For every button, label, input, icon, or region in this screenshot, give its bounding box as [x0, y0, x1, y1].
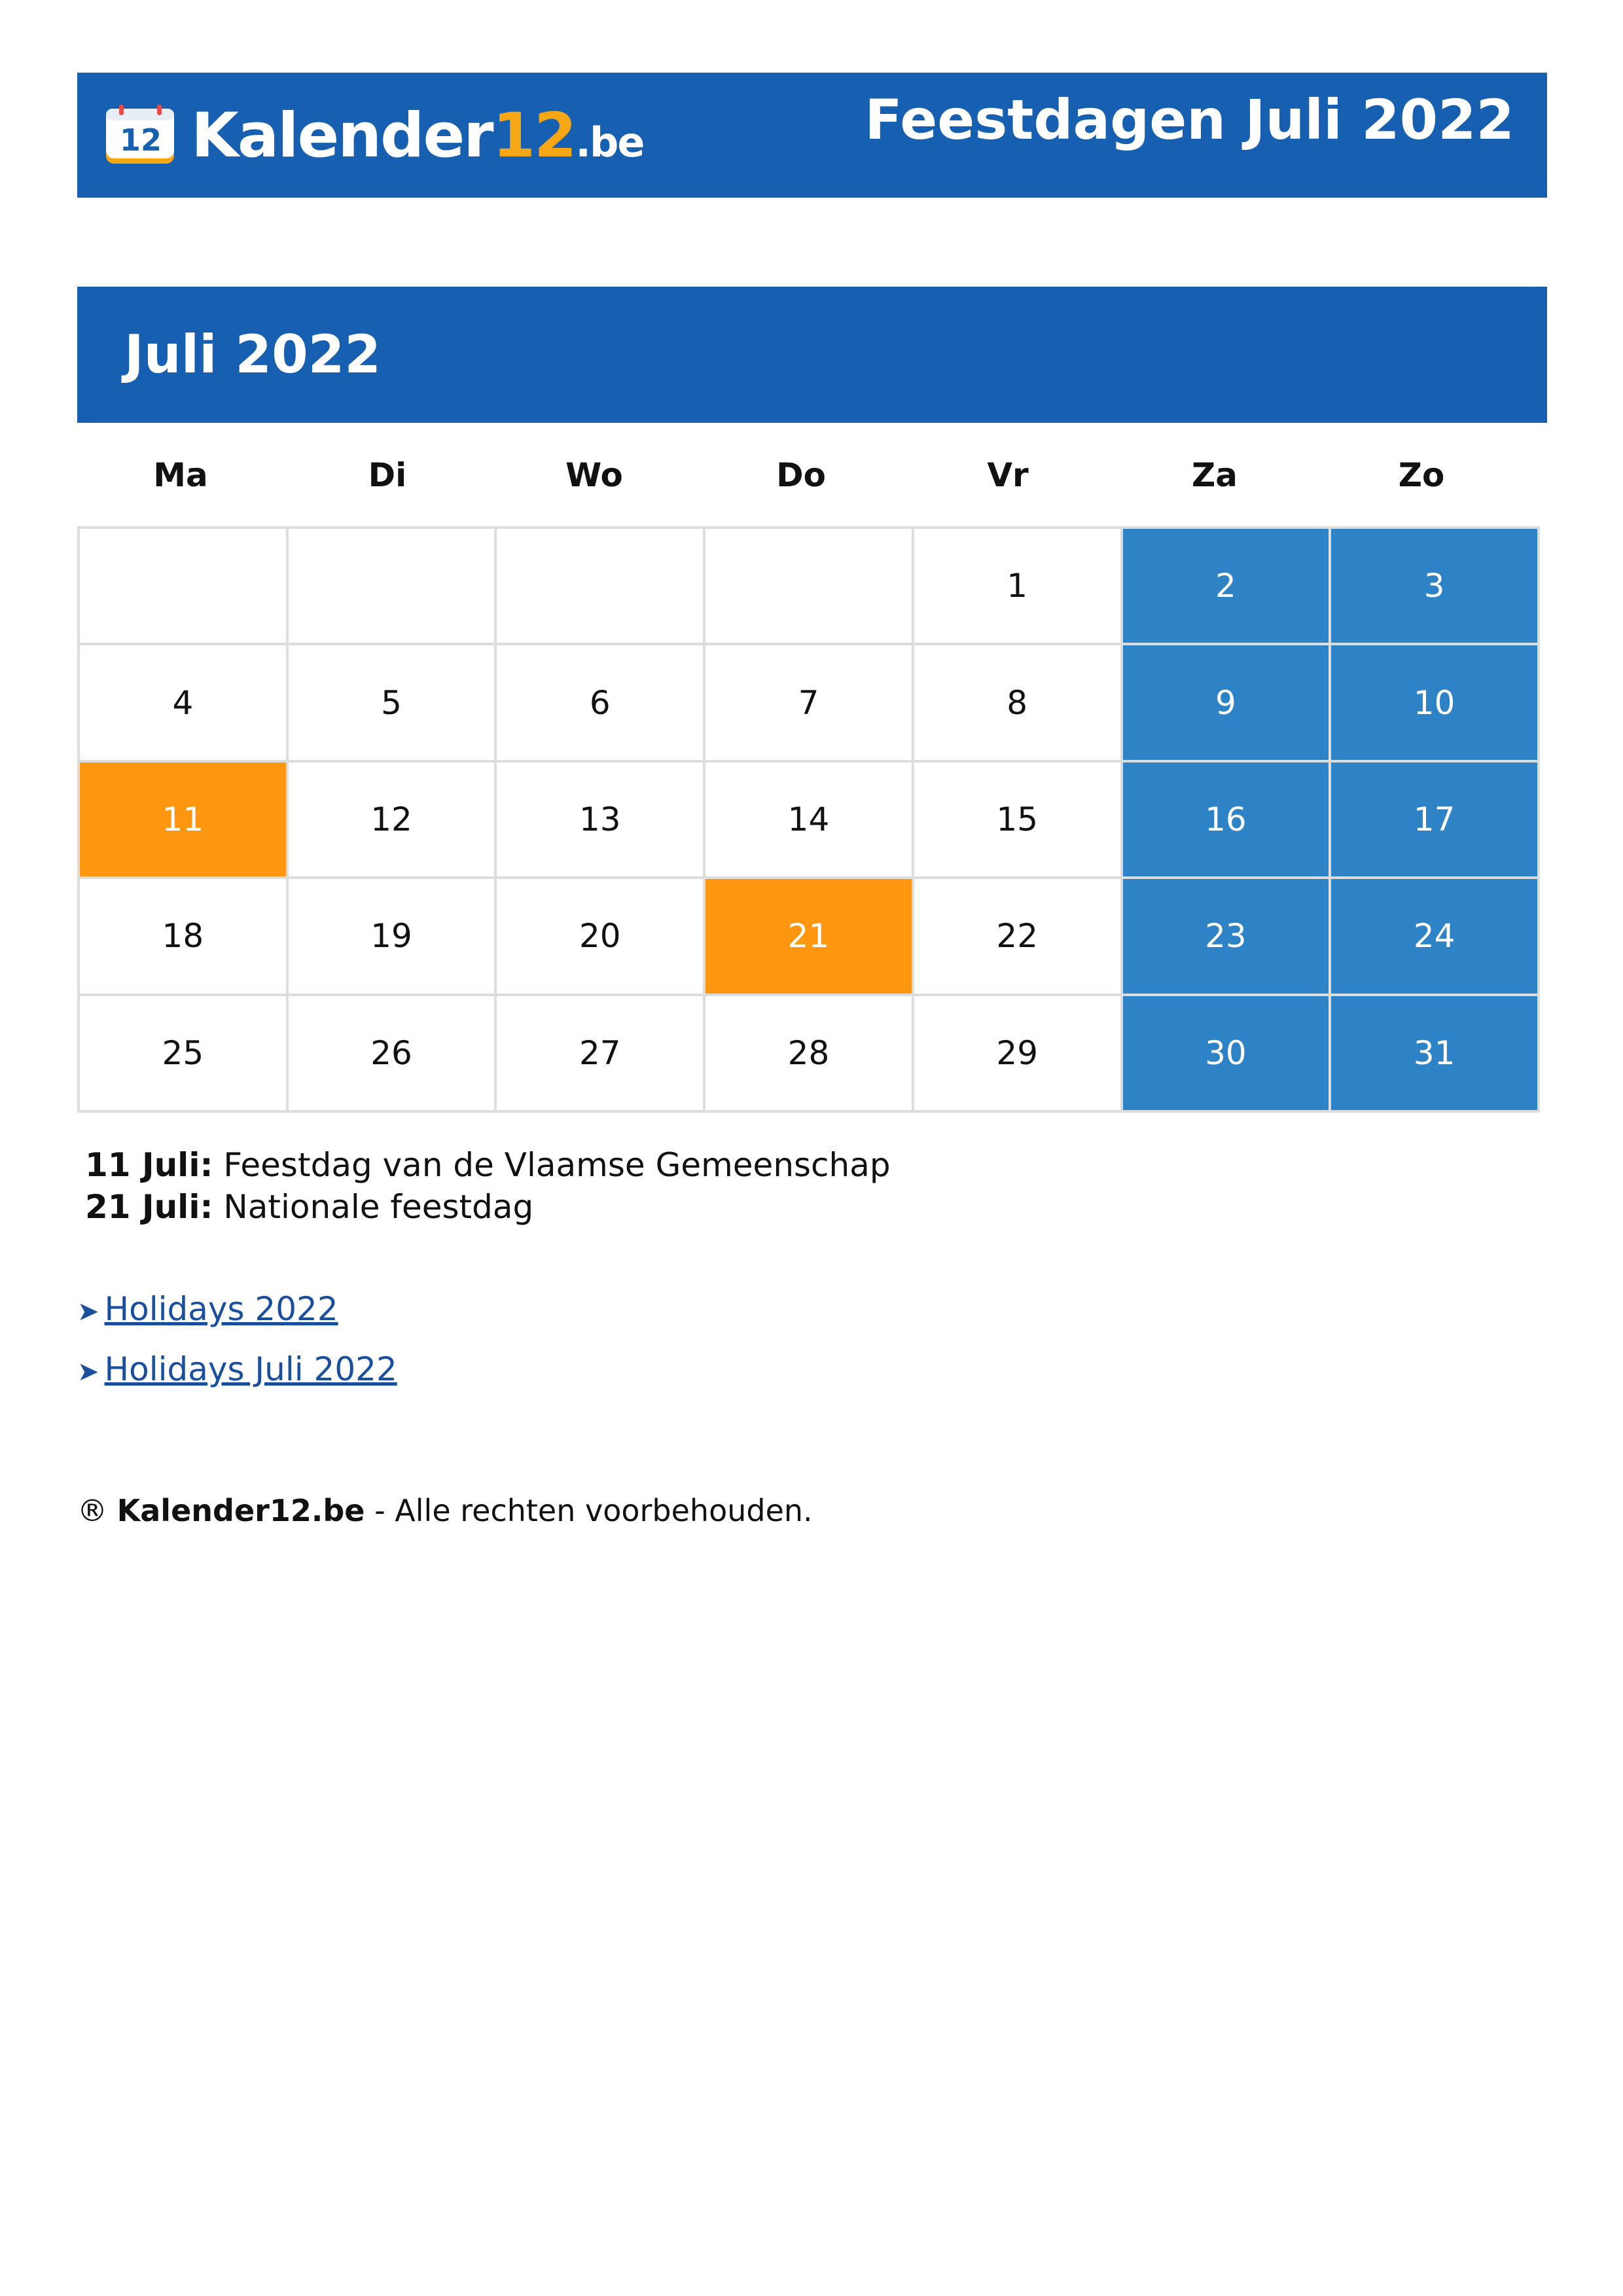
day-cell [80, 529, 289, 645]
brand-logo-text[interactable] [191, 97, 643, 182]
day-cell: 22 [914, 879, 1123, 996]
weekday-label: Vr [987, 456, 1029, 494]
weekday-label: Do [776, 456, 826, 494]
day-cell: 19 [289, 879, 497, 996]
weekday-label: Wo [565, 456, 623, 494]
weekday-label: Ma [153, 456, 208, 494]
holiday-note-date: 21 Juli: [85, 1188, 213, 1226]
day-cell-holiday: 21 [705, 879, 914, 996]
holiday-note-date: 11 Juli: [85, 1146, 213, 1184]
holiday-note-text: Feestdag van de Vlaamse Gemeenschap [223, 1146, 891, 1184]
month-title: Juli 2022 [124, 324, 382, 385]
page-title: Feestdagen Juli 2022 [865, 88, 1514, 152]
day-cell: 18 [80, 879, 289, 996]
brand-tld: .be [575, 118, 644, 166]
link-holidays-2022[interactable]: Holidays 2022 [104, 1290, 338, 1328]
day-cell: 4 [80, 645, 289, 762]
day-cell: 25 [80, 996, 289, 1113]
footer-text: - Alle rechten voorbehouden. [374, 1493, 813, 1528]
day-cell: 26 [289, 996, 497, 1113]
day-cell: 7 [705, 645, 914, 762]
arrow-right-icon: ➤ [77, 1356, 99, 1387]
related-links [77, 1284, 397, 1405]
day-cell: 14 [705, 762, 914, 879]
day-cell: 6 [497, 645, 705, 762]
registered-icon: ® [77, 1493, 107, 1528]
calendar-logo-icon[interactable] [105, 105, 177, 165]
day-cell-weekend: 17 [1331, 762, 1540, 879]
day-cell: 29 [914, 996, 1123, 1113]
day-cell: 28 [705, 996, 914, 1113]
weekday-header-row [77, 449, 1525, 501]
day-cell-holiday: 11 [80, 762, 289, 879]
day-cell-weekend: 24 [1331, 879, 1540, 996]
day-cell [289, 529, 497, 645]
day-cell: 13 [497, 762, 705, 879]
day-cell-weekend: 31 [1331, 996, 1540, 1113]
day-cell: 27 [497, 996, 705, 1113]
holiday-note [85, 1144, 891, 1186]
day-cell: 1 [914, 529, 1123, 645]
logo-number: 12 [119, 122, 162, 158]
day-cell [497, 529, 705, 645]
footer [77, 1490, 813, 1532]
brand-number: 12 [492, 100, 576, 171]
day-cell: 20 [497, 879, 705, 996]
day-cell-weekend: 9 [1123, 645, 1332, 762]
weekday-label: Za [1192, 456, 1238, 494]
calendar-grid [77, 526, 1540, 1113]
day-cell: 5 [289, 645, 497, 762]
weekday-label: Di [368, 456, 407, 494]
day-cell: 8 [914, 645, 1123, 762]
link-row [77, 1344, 397, 1405]
link-holidays-juli-2022[interactable]: Holidays Juli 2022 [104, 1350, 397, 1388]
day-cell-weekend: 23 [1123, 879, 1332, 996]
day-cell-weekend: 30 [1123, 996, 1332, 1113]
weekday-label: Zo [1398, 456, 1445, 494]
day-cell-weekend: 2 [1123, 529, 1332, 645]
footer-brand: Kalender12.be [116, 1493, 365, 1528]
day-cell: 15 [914, 762, 1123, 879]
day-cell-weekend: 16 [1123, 762, 1332, 879]
holiday-note-text: Nationale feestdag [223, 1188, 534, 1226]
holiday-notes [85, 1144, 891, 1228]
link-row [77, 1284, 397, 1344]
holiday-note [85, 1186, 891, 1228]
day-cell-weekend: 3 [1331, 529, 1540, 645]
brand-name: Kalender [191, 100, 493, 171]
day-cell-weekend: 10 [1331, 645, 1540, 762]
arrow-right-icon: ➤ [77, 1296, 99, 1327]
day-cell [705, 529, 914, 645]
day-cell: 12 [289, 762, 497, 879]
